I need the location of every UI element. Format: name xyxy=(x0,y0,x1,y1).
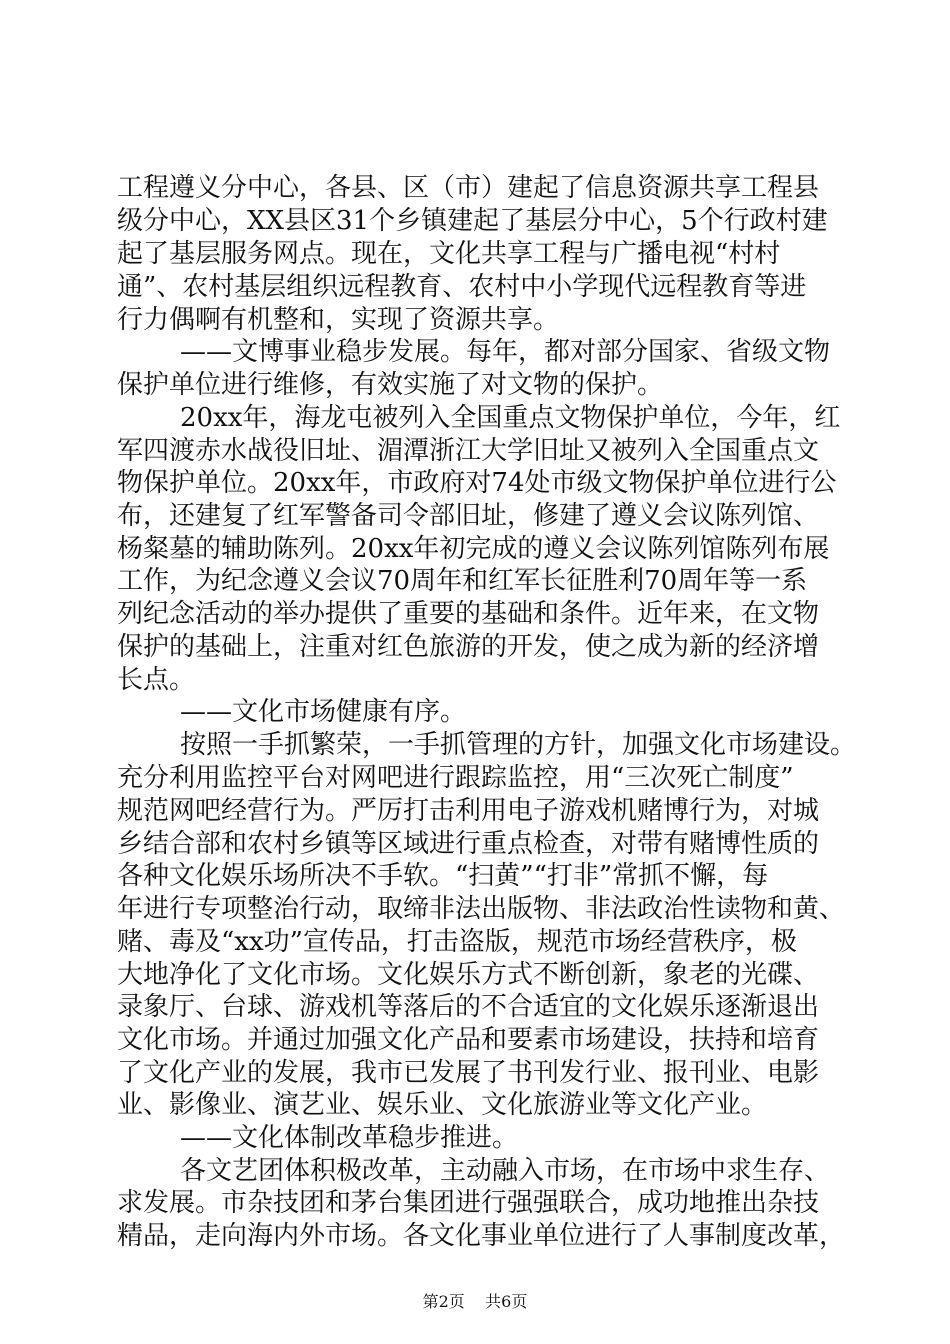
text-line: 物保护单位。20xx年，市政府对74处市级文物保护单位进行公 xyxy=(117,468,837,498)
text-line: 起了基层服务网点。现在，文化共享工程与广播电视“村村 xyxy=(117,239,781,269)
text-line: 通”、农村基层组织远程教育、农村中小学现代远程教育等进 xyxy=(117,272,807,302)
text-line: 按照一手抓繁荣，一手抓管理的方针，加强文化市场建设。 xyxy=(180,730,857,760)
page-number: 第2页 xyxy=(422,1292,465,1311)
text-line: 杨粲墓的辅助陈列。20xx年初完成的遵义会议陈列馆陈列布展 xyxy=(117,534,830,564)
text-line: 充分利用监控平台对网吧进行跟踪监控，用“三次死亡制度” xyxy=(117,763,794,793)
text-line: 布，还建复了红军警备司令部旧址，修建了遵义会议陈列馆、 xyxy=(117,501,820,531)
text-line: ——文博事业稳步发展。每年，都对部分国家、省级文物 xyxy=(180,337,831,367)
text-line: 行力偶啊有机整和，实现了资源共享。 xyxy=(117,305,560,335)
text-line: 规范网吧经营行为。严厉打击利用电子游戏机赌博行为，对城 xyxy=(117,796,820,826)
text-line: 赌、毒及“xx功”宣传品，打击盗版，规范市场经营秩序，极 xyxy=(117,927,797,957)
text-line: 级分中心，XX县区31个乡镇建起了基层分中心，5个行政村建 xyxy=(117,206,828,236)
text-line: 精品，走向海内外市场。各文化事业单位进行了人事制度改革， xyxy=(117,1221,846,1251)
text-line: 乡结合部和农村乡镇等区域进行重点检查，对带有赌博性质的 xyxy=(117,829,820,859)
text-line: 了文化产业的发展，我市已发展了书刊发行业、报刊业、电影 xyxy=(117,1058,820,1088)
page-footer xyxy=(0,1292,950,1312)
text-line: 军四渡赤水战役旧址、湄潭浙江大学旧址又被列入全国重点文 xyxy=(117,436,820,466)
page-separator xyxy=(470,1292,480,1311)
page-total: 共6页 xyxy=(485,1292,528,1311)
text-line: ——文化体制改革稳步推进。 xyxy=(180,1123,519,1153)
text-line: 列纪念活动的举办提供了重要的基础和条件。近年来，在文物 xyxy=(117,599,820,629)
text-line: 录象厅、台球、游戏机等落后的不合适宜的文化娱乐逐渐退出 xyxy=(117,992,820,1022)
text-line: 求发展。市杂技团和茅台集团进行强强联合，成功地推出杂技 xyxy=(117,1188,820,1218)
text-line: 20xx年，海龙屯被列入全国重点文物保护单位，今年，红 xyxy=(180,403,841,433)
text-line: 文化市场。并通过加强文化产品和要素市场建设，扶持和培育 xyxy=(117,1025,820,1055)
text-line: 各种文化娱乐场所决不手软。“扫黄”“打非”常抓不懈，每 xyxy=(117,861,769,891)
text-line: 工作，为纪念遵义会议70周年和红军长征胜利70周年等一系 xyxy=(117,566,808,596)
text-line: 保护单位进行维修，有效实施了对文物的保护。 xyxy=(117,370,664,400)
text-line: 业、影像业、演艺业、娱乐业、文化旅游业等文化产业。 xyxy=(117,1090,768,1120)
text-line: 工程遵义分中心，各县、区（市）建起了信息资源共享工程县 xyxy=(117,173,820,203)
text-line: 年进行专项整治行动，取缔非法出版物、非法政治性读物和黄、 xyxy=(117,894,846,924)
text-line: ——文化市场健康有序。 xyxy=(180,697,467,727)
text-line: 长点。 xyxy=(117,665,196,695)
text-line: 保护的基础上，注重对红色旅游的开发，使之成为新的经济增 xyxy=(117,632,820,662)
text-line: 各文艺团体积极改革，主动融入市场，在市场中求生存、 xyxy=(180,1156,831,1186)
text-line: 大地净化了文化市场。文化娱乐方式不断创新，象老的光碟、 xyxy=(117,960,820,990)
